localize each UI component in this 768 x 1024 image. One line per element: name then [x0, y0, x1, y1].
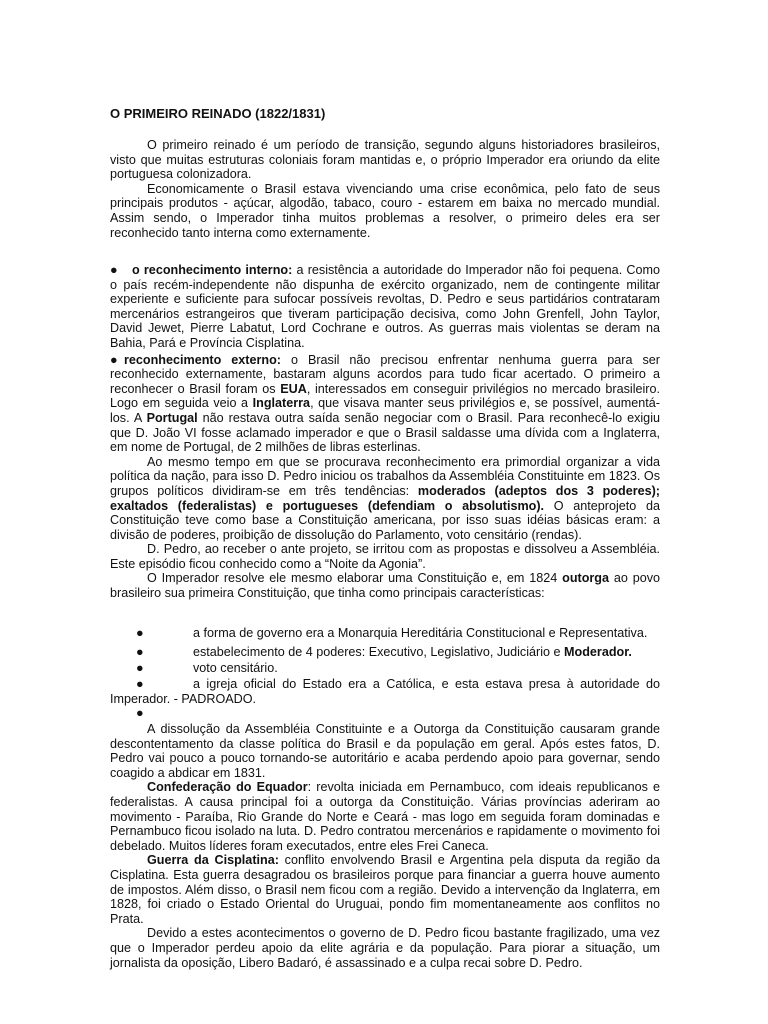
- list-item-empty: [110, 706, 660, 720]
- aftermath-section: [110, 722, 660, 970]
- constitution-p3-text: O Imperador resolve ele mesmo elaborar uma Constituição e, em 1824: [147, 571, 558, 586]
- external-recognition-portugal: Portugal: [146, 410, 198, 425]
- characteristic-2-text: estabelecimento de 4 poderes: Executivo, Legislativo, Judiciário e: [193, 645, 561, 659]
- bullet-icon: ●: [110, 263, 118, 277]
- aftermath-paragraph-1: A dissolução da Assembléia Constituinte e a Outorga da Constituição causaram grande descontentamento da classe política do Brasil e da população em geral. Após estes fatos, D. Pedro vai pouco a pouco tornando-se autoritário e acaba perdendo apoio para governar, sendo coagido a abdicar em 1831.: [110, 722, 660, 780]
- external-recognition-text-3: , que visava manter seus privilégios e, se possível, aumentá-los. A: [110, 396, 661, 425]
- bullet-icon: ●: [136, 677, 144, 691]
- list-item: [110, 661, 660, 677]
- bullet-icon: ●: [136, 645, 144, 659]
- constitution-paragraph-2: D. Pedro, ao receber o ante projeto, se irritou com as propostas e dissolveu a Assembléia. Este episódio ficou conhecido como a “Noite da Agonia”.: [110, 542, 660, 571]
- internal-recognition-label: o reconhecimento interno:: [132, 263, 293, 277]
- equador-label: Confederação do Equador: [147, 780, 308, 795]
- equador-paragraph: [110, 780, 660, 853]
- characteristic-4: a igreja oficial do Estado era a Católica, e esta estava presa à autoridade do Imperador. - PADROADO.: [110, 677, 660, 706]
- characteristic-2: [110, 645, 660, 660]
- constitution-p1-tendencies: moderados (adeptos dos 3 poderes); exaltados (federalistas) e portugueses (defendiam o absolutismo).: [110, 483, 660, 513]
- bullet-icon: ●: [136, 626, 144, 640]
- characteristic-1: a forma de governo era a Monarquia Hereditária Constitucional e Representativa.: [193, 626, 648, 640]
- bullet-icon: ●: [110, 352, 118, 367]
- constitution-p1-text: Ao mesmo tempo em que se procurava reconhecimento era primordial organizar a vida política da nação, para isso D. Pedro iniciou os trabalhos da Assembléia Constituinte em 1823. Os grupos políticos dividiram-se em três tendências:: [110, 454, 660, 498]
- intro-paragraph-1: O primeiro reinado é um período de transição, segundo alguns historiadores brasileiros, visto que muitas estruturas coloniais foram mantidas e, o próprio Imperador era oriundo da elite portuguesa colonizadora.: [110, 138, 660, 182]
- page-title: O PRIMEIRO REINADO (1822/1831): [110, 106, 326, 121]
- internal-recognition-item: [110, 263, 660, 351]
- external-recognition-item: [110, 353, 660, 455]
- list-item: [110, 626, 660, 642]
- final-paragraph: Devido a estes acontecimentos o governo de D. Pedro ficou bastante fragilizado, uma vez que o Imperador perdeu apoio da elite agrária e da população. Para piorar a situação, um jornalista da oposição, Libero Badaró, é assassinado e a culpa recai sobre D. Pedro.: [110, 926, 660, 970]
- intro-section: [110, 138, 660, 240]
- cisplatina-paragraph: [110, 853, 660, 926]
- external-recognition-eua: EUA: [280, 381, 307, 396]
- external-recognition-label: reconhecimento externo:: [124, 352, 281, 367]
- list-item: [110, 677, 660, 706]
- external-recognition-inglaterra: Inglaterra: [252, 396, 311, 411]
- external-recognition-text-2: , interessados em conseguir privilégios no mercado brasileiro. Logo em seguida veio a: [110, 381, 660, 411]
- recognition-section: [110, 263, 660, 601]
- bullet-icon: ●: [136, 661, 144, 675]
- intro-paragraph-2: Economicamente o Brasil estava vivenciando uma crise econômica, pelo fato de seus principais produtos - açúcar, algodão, tabaco, couro - estarem em baixa no mercado mundial. Assim sendo, o Imperador tinha muitos problemas a resolver, o primeiro deles era ser reconhecido tanto interna como externamente.: [110, 181, 660, 240]
- characteristic-2-moderador: Moderador.: [564, 645, 632, 659]
- bullet-icon: ●: [136, 706, 144, 721]
- internal-recognition-text: a resistência a autoridade do Imperador não foi pequena. Como o país recém-independente não dispunha de exército organizado, nem de contingente militar experiente e suficiente para sufocar possíveis revoltas, D. Pedro e seus partidários contrataram mercenários estrangeiros que tiveram participação decisiva, como John Grenfell, John Taylor, David Jewet, Pierre Labatut, Lord Cochrane e outros. As guerras mais violentas se deram na Bahia, Pará e Província Cisplatina.: [110, 263, 660, 350]
- characteristic-3: voto censitário.: [193, 661, 278, 675]
- constitution-p1-text-2: O anteprojeto da Constituição teve como base a Constituição americana, por isso suas idéias básicas eram: a divisão de poderes, proibição de dissolução do Parlamento, voto censitário (rendas).: [110, 498, 661, 542]
- constitution-p3-outorga: outorga: [562, 571, 609, 586]
- cisplatina-text: conflito envolvendo Brasil e Argentina pela disputa da região da Cisplatina. Esta guerra desagradou os brasileiros porque para financiar a guerra houve aumento de impostos. Além disso, o Brasil nem ficou com a região. Devido a intervenção da Inglaterra, em 1828, foi criado o Estado Oriental do Uruguai, pondo fim momentaneamente aos conflitos no Prata.: [110, 853, 661, 926]
- list-item: [110, 645, 660, 661]
- external-recognition-text-4: não restava outra saída senão negociar com o Brasil. Para reconhecê-lo exigiu que D. João VI fosse aclamado imperador e que o Brasil saldasse uma dívida com a Inglaterra, em nome de Portugal, de 2 milhões de libras esterlinas.: [110, 410, 660, 455]
- constitution-paragraph-1: [110, 455, 660, 543]
- constitution-paragraph-3: [110, 571, 660, 600]
- equador-text: : revolta iniciada em Pernambuco, com ideais republicanos e federalistas. A causa principal foi a outorga da Constituição. Várias províncias aderiram ao movimento - Paraíba, Rio Grande do Norte e Ceará - mas logo em seguida foram dominadas e Pernambuco ficou isolado na luta. D. Pedro contratou mercenários e rapidamente o movimento foi debelado. Muitos líderes foram executados, entre eles Frei Caneca.: [110, 780, 660, 853]
- cisplatina-label: Guerra da Cisplatina:: [147, 853, 279, 868]
- external-recognition-text-1: o Brasil não precisou enfrentar nenhuma guerra para ser reconhecido externamente, bastaram alguns acordos para tudo ficar acertado. O primeiro a reconhecer o Brasil foram os: [110, 352, 660, 396]
- constitution-p3-text-2: ao povo brasileiro sua primeira Constituição, que tinha como principais características:: [110, 571, 660, 601]
- characteristics-list: [110, 626, 660, 720]
